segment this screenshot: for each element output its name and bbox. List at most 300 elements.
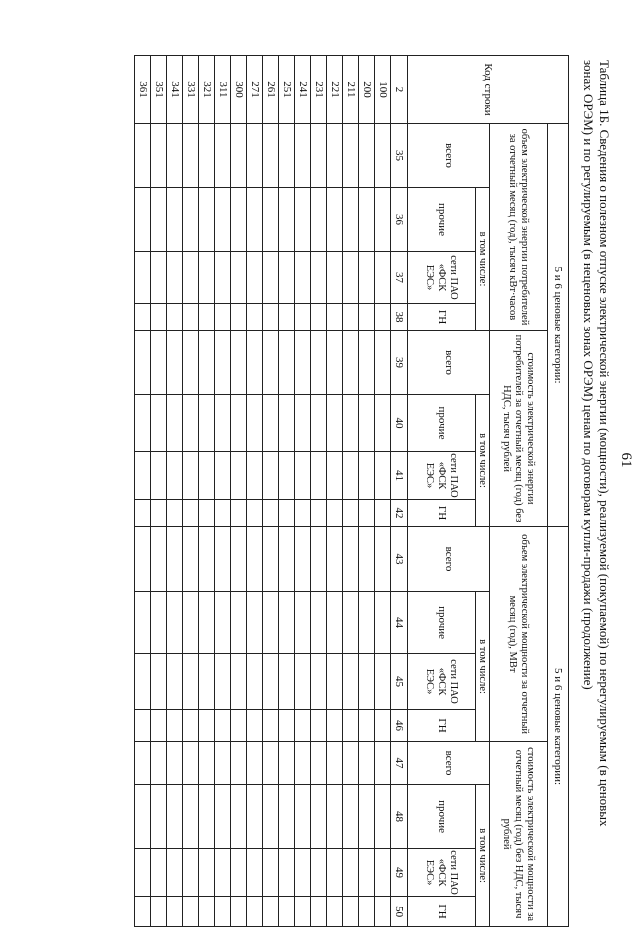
table-cell [167,592,183,654]
table-cell [295,654,311,710]
table-cell [247,188,263,252]
table-cell [263,304,279,331]
table-cell [359,124,375,188]
table-cell [151,395,167,452]
header-other: прочие [408,785,476,849]
table-cell [359,897,375,927]
table-cell [247,500,263,527]
table-cell [279,592,295,654]
column-number: 37 [391,252,408,304]
header-code: Код строки [408,56,569,124]
table-cell [343,849,359,897]
table-cell [375,331,391,395]
table-cell [375,592,391,654]
table-cell [247,304,263,331]
table-cell [151,849,167,897]
column-number: 36 [391,188,408,252]
table-cell [231,395,247,452]
table-cell [311,527,327,592]
table-cell [199,124,215,188]
header-vol-energy: объем электрической энергии потребителей за отчетный месяц (год), тысяч кВт·часов [490,124,548,331]
table-title: Таблица 1Б. Сведения о полезном отпуске электрической энергии (мощности), реализуемой (покупаемой) по нерегулируемым (в ценовых зонах ОРЭМ) и по регулируемым (в неценовых зонах ОРЭМ) ценам по договорам купли-продажи (продолжение) [581,60,612,827]
header-fsk: сети ПАО «ФСК ЕЭС» [408,654,476,710]
table-cell [183,500,199,527]
table-cell [135,849,151,897]
table-cell [199,304,215,331]
column-number: 49 [391,849,408,897]
table-cell [311,742,327,785]
column-number: 41 [391,452,408,500]
table-cell [263,527,279,592]
table-cell [311,188,327,252]
table-cell [215,710,231,742]
table-cell [183,897,199,927]
table-cell [167,897,183,927]
row-code: 311 [215,56,231,124]
table-cell [343,710,359,742]
table-cell [359,785,375,849]
table-cell [215,124,231,188]
table-cell [199,452,215,500]
table-cell [215,452,231,500]
table-cell [247,124,263,188]
table-cell [231,124,247,188]
header-incl: в том числе: [476,592,490,742]
table-cell [183,654,199,710]
table-cell [247,785,263,849]
table-cell [375,304,391,331]
table-row [183,56,199,927]
column-number: 38 [391,304,408,331]
table-cell [151,785,167,849]
table-cell [231,304,247,331]
table-cell [167,849,183,897]
table-cell [263,395,279,452]
table-cell [183,188,199,252]
table-cell [199,785,215,849]
table-cell [279,742,295,785]
table-cell [199,897,215,927]
table-cell [231,849,247,897]
table-cell [279,500,295,527]
header-incl: в том числе: [476,395,490,527]
table-cell [359,849,375,897]
header-fsk: сети ПАО «ФСК ЕЭС» [408,452,476,500]
header-fsk: сети ПАО «ФСК ЕЭС» [408,252,476,304]
table-cell [359,304,375,331]
table-cell [231,785,247,849]
table-cell [231,500,247,527]
table-cell [279,527,295,592]
table-cell [247,252,263,304]
table-cell [295,188,311,252]
table-cell [311,785,327,849]
header-total: всего [408,742,490,785]
table-cell [279,331,295,395]
table-row [215,56,231,927]
header-vol-power: объем электрической мощности за отчетный месяц (год), МВт [490,527,548,742]
table-cell [247,897,263,927]
header-gn: ГН [408,897,476,927]
table-cell [183,849,199,897]
column-number: 42 [391,500,408,527]
table-cell [151,710,167,742]
table-cell [167,304,183,331]
row-code: 231 [311,56,327,124]
table-cell [215,849,231,897]
table-cell [295,452,311,500]
table-cell [151,897,167,927]
table-cell [343,500,359,527]
table-cell [263,654,279,710]
row-code: 221 [327,56,343,124]
table-cell [311,331,327,395]
table-cell [199,500,215,527]
table-cell [183,395,199,452]
row-code: 200 [359,56,375,124]
table-cell [199,252,215,304]
table-cell [279,785,295,849]
row-code: 321 [199,56,215,124]
table-cell [151,188,167,252]
header-total: всего [408,124,490,188]
table-cell [327,527,343,592]
row-code: 100 [375,56,391,124]
table-row [199,56,215,927]
table-cell [311,849,327,897]
table-cell [215,592,231,654]
row-code: 211 [343,56,359,124]
table-cell [327,188,343,252]
table-cell [343,785,359,849]
table-cell [343,331,359,395]
table-cell [183,527,199,592]
table-cell [279,452,295,500]
table-row [295,56,311,927]
page-number: 61 [618,452,634,468]
table-cell [199,742,215,785]
data-table [134,55,569,927]
table-cell [375,742,391,785]
row-code: 351 [151,56,167,124]
table-cell [135,785,151,849]
table-cell [343,124,359,188]
table-cell [199,654,215,710]
table-cell [135,654,151,710]
table-cell [263,452,279,500]
table-cell [343,897,359,927]
column-number: 40 [391,395,408,452]
table-cell [167,452,183,500]
table-row [375,56,391,927]
table-cell [183,304,199,331]
table-cell [151,500,167,527]
table-cell [311,395,327,452]
table-cell [327,331,343,395]
table-row [359,56,375,927]
table-cell [295,897,311,927]
table-cell [167,188,183,252]
table-cell [183,742,199,785]
table-cell [327,452,343,500]
table-cell [311,710,327,742]
table-cell [327,742,343,785]
table-cell [327,395,343,452]
header-cost-power: стоимость электрической мощности за отчетный месяц (год) без НДС, тысяч рублей [490,742,548,927]
table-cell [359,188,375,252]
table-cell [135,304,151,331]
table-cell [167,527,183,592]
header-gn: ГН [408,500,476,527]
table-cell [183,785,199,849]
table-cell [359,395,375,452]
table-cell [375,500,391,527]
table-cell [375,188,391,252]
table-cell [327,654,343,710]
table-row [247,56,263,927]
table-cell [343,188,359,252]
table-cell [359,331,375,395]
row-code: 271 [247,56,263,124]
table-cell [151,452,167,500]
table-cell [135,710,151,742]
table-cell [167,331,183,395]
table-cell [183,710,199,742]
table-cell [295,500,311,527]
table-cell [247,592,263,654]
header-other: прочие [408,188,476,252]
header-total: всего [408,527,490,592]
table-cell [215,188,231,252]
table-cell [135,500,151,527]
table-cell [279,654,295,710]
table-cell [215,252,231,304]
table-cell [295,710,311,742]
table-cell [167,654,183,710]
table-cell [375,654,391,710]
table-cell [151,252,167,304]
table-cell [375,124,391,188]
column-number: 45 [391,654,408,710]
table-cell [151,331,167,395]
table-cell [183,592,199,654]
table-cell [311,897,327,927]
table-cell [183,331,199,395]
table-cell [151,654,167,710]
table-cell [359,500,375,527]
table-cell [151,592,167,654]
table-cell [279,188,295,252]
table-cell [215,897,231,927]
table-cell [167,742,183,785]
header-gn: ГН [408,304,476,331]
table-cell [215,500,231,527]
row-code: 241 [295,56,311,124]
table-cell [135,124,151,188]
table-cell [231,527,247,592]
table-cell [327,710,343,742]
table-cell [327,500,343,527]
header-total: всего [408,331,490,395]
table-cell [263,849,279,897]
table-cell [135,897,151,927]
table-row [279,56,295,927]
table-cell [135,592,151,654]
table-cell [263,124,279,188]
table-cell [375,527,391,592]
table-cell [135,188,151,252]
table-cell [247,452,263,500]
row-code: 300 [231,56,247,124]
table-cell [327,252,343,304]
table-cell [247,710,263,742]
table-cell [279,252,295,304]
table-cell [151,124,167,188]
table-cell [135,331,151,395]
table-cell [295,849,311,897]
table-cell [295,252,311,304]
table-cell [215,785,231,849]
table-cell [231,452,247,500]
table-cell [279,395,295,452]
table-cell [215,304,231,331]
table-cell [343,452,359,500]
table-cell [279,304,295,331]
table-row [343,56,359,927]
table-cell [343,527,359,592]
table-cell [151,304,167,331]
table-cell [263,252,279,304]
column-number: 2 [391,56,408,124]
header-other: прочие [408,592,476,654]
column-number: 50 [391,897,408,927]
table-cell [215,742,231,785]
table-cell [359,527,375,592]
table-cell [135,395,151,452]
table-cell [135,742,151,785]
table-cell [279,897,295,927]
column-number-row [391,56,408,927]
table-cell [279,710,295,742]
table-cell [199,592,215,654]
table-cell [167,252,183,304]
table-cell [311,304,327,331]
table-cell [375,252,391,304]
table-cell [199,188,215,252]
table-cell [215,654,231,710]
row-code: 251 [279,56,295,124]
table-cell [247,654,263,710]
table-cell [167,395,183,452]
table-cell [327,124,343,188]
table-cell [375,897,391,927]
table-cell [263,897,279,927]
table-cell [311,452,327,500]
table-cell [311,500,327,527]
table-cell [167,785,183,849]
table-cell [167,124,183,188]
table-cell [359,710,375,742]
table-cell [183,452,199,500]
table-cell [311,124,327,188]
table-cell [167,710,183,742]
table-cell [215,395,231,452]
data-rows [135,56,391,927]
table-cell [359,592,375,654]
header-other: прочие [408,395,476,452]
table-cell [247,395,263,452]
column-number: 46 [391,710,408,742]
row-code: 261 [263,56,279,124]
table-cell [375,452,391,500]
table-cell [135,527,151,592]
table-cell [343,654,359,710]
table-cell [231,710,247,742]
header-gn: ГН [408,710,476,742]
column-number: 44 [391,592,408,654]
table-cell [375,710,391,742]
row-code: 331 [183,56,199,124]
table-cell [327,304,343,331]
table-cell [343,252,359,304]
table-cell [231,188,247,252]
table-cell [231,654,247,710]
table-cell [183,252,199,304]
table-cell [311,592,327,654]
table-cell [295,331,311,395]
row-code: 341 [167,56,183,124]
table-cell [375,785,391,849]
table-cell [263,742,279,785]
table-cell [247,849,263,897]
table-cell [359,252,375,304]
table-cell [311,654,327,710]
table-cell [343,304,359,331]
table-row [327,56,343,927]
table-cell [231,742,247,785]
table-cell [327,592,343,654]
table-cell [199,527,215,592]
table-cell [295,742,311,785]
header-fsk: сети ПАО «ФСК ЕЭС» [408,849,476,897]
header-cost-energy: стоимость электрической энергии потребителей за отчетный месяц (год) без НДС, тысяч рублей [490,331,548,527]
table-cell [295,785,311,849]
table-cell [263,500,279,527]
table-cell [375,849,391,897]
table-row [231,56,247,927]
header-group-energy: 5 и 6 ценовые категории: [548,124,569,527]
table-row [151,56,167,927]
table-cell [375,395,391,452]
table-cell [327,897,343,927]
table-cell [247,742,263,785]
table-cell [231,331,247,395]
table-cell [247,331,263,395]
table-cell [295,124,311,188]
table-cell [231,252,247,304]
table-cell [359,654,375,710]
table-row [135,56,151,927]
table-cell [215,527,231,592]
table-row [167,56,183,927]
table-cell [199,331,215,395]
column-number: 43 [391,527,408,592]
column-number: 48 [391,785,408,849]
table-cell [359,452,375,500]
table-cell [263,710,279,742]
table-cell [295,592,311,654]
table-cell [215,331,231,395]
